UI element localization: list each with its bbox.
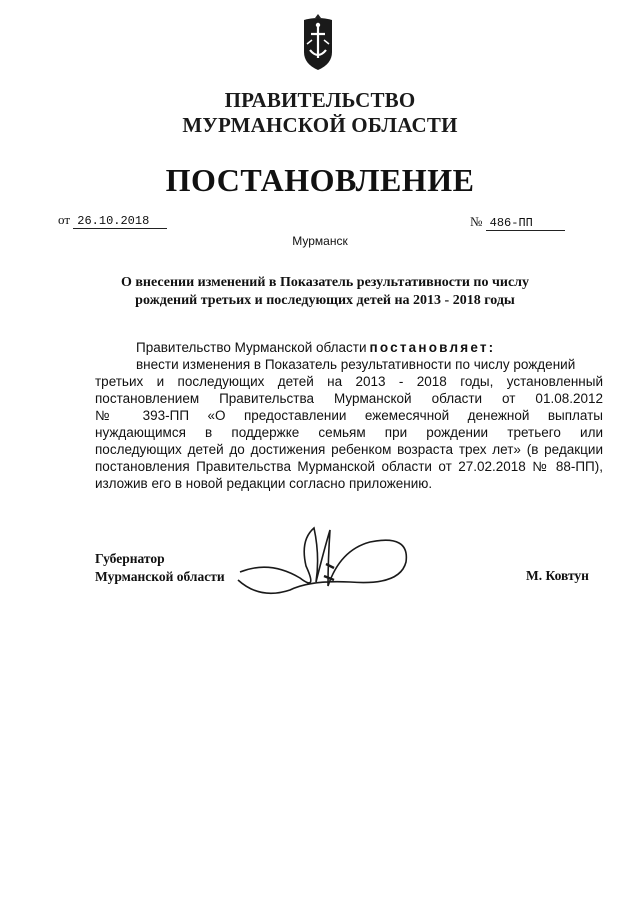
body-line-6: последующих детей до достижения ребенком возраста трех лет» (в редакции — [95, 442, 603, 457]
number-value: 486-ПП — [486, 216, 565, 231]
signatory-title-line-1: Губернатор — [95, 551, 165, 566]
subject-line-1: О внесении изменений в Показатель результативности по числу — [120, 275, 530, 290]
coat-of-arms-icon — [298, 14, 338, 72]
intro-text: Правительство Мурманской области — [136, 340, 367, 355]
document-number — [470, 214, 565, 231]
subject-line-2: рождений третьих и последующих детей на 2013 - 2018 годы — [135, 293, 515, 308]
org-line-1: ПРАВИТЕЛЬСТВО — [224, 88, 416, 112]
document-date — [58, 212, 167, 229]
number-prefix: № — [470, 214, 483, 229]
document-type-title: ПОСТАНОВЛЕНИЕ — [165, 162, 475, 198]
body-line-8: изложив его в новой редакции согласно приложению. — [95, 476, 433, 491]
handwritten-signature — [230, 520, 430, 600]
city-name: Мурманск — [292, 234, 348, 248]
intro-emphasis: постановляет: — [369, 340, 496, 355]
document-subject — [90, 274, 560, 310]
signatory-title — [95, 550, 225, 586]
date-prefix: от — [58, 212, 71, 227]
organization-name — [0, 88, 640, 138]
body-line-1: внести изменения в Показатель результативности по числу рождений — [136, 357, 576, 372]
signatory-title-line-2: Мурманской области — [95, 569, 225, 584]
org-line-2: МУРМАНСКОЙ ОБЛАСТИ — [182, 113, 458, 137]
date-value: 26.10.2018 — [73, 214, 167, 229]
body-line-5: нуждающимся в поддержке семьям при рождении третьего или — [95, 425, 603, 440]
body-line-3: постановлением Правительства Мурманской области от 01.08.2012 — [95, 391, 603, 406]
body-line-4: № 393-ПП «О предоставлении ежемесячной денежной выплаты — [95, 408, 603, 423]
resolution-intro — [136, 340, 495, 355]
signatory-name: М. Ковтун — [526, 568, 589, 583]
body-line-2: третьих и последующих детей на 2013 - 2018 годы, установленный — [95, 374, 603, 389]
body-line-7: постановления Правительства Мурманской области от 27.02.2018 № 88-ПП), — [95, 459, 603, 474]
